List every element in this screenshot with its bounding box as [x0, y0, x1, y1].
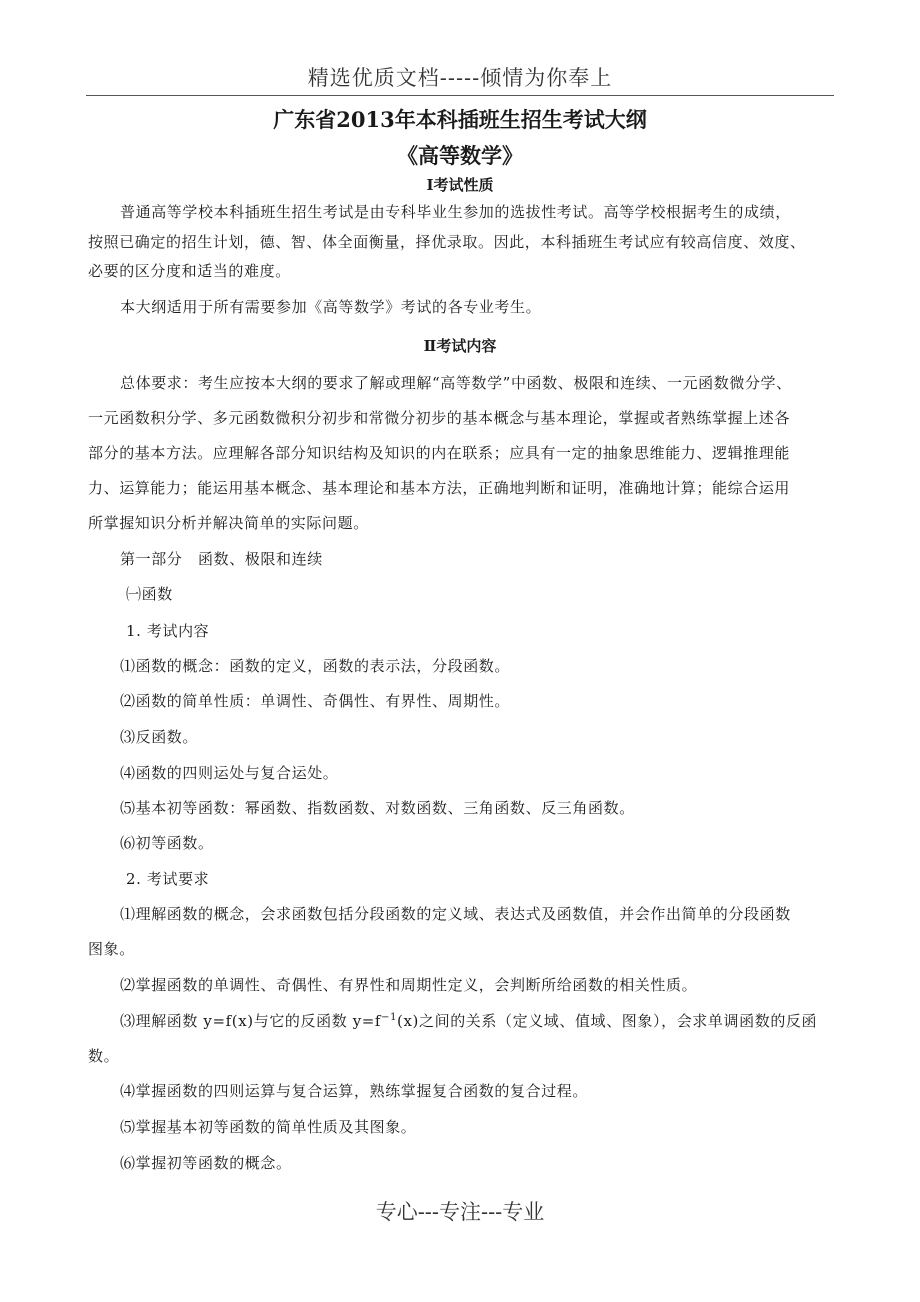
paragraph-line: 总体要求：考生应按本大纲的要求了解或理解“高等数学”中函数、极限和连续、一元函数微分学、: [120, 374, 792, 392]
paragraph-line: 本大纲适用于所有需要参加《高等数学》考试的各专业考生。: [120, 298, 542, 316]
document-subtitle: 《高等数学》: [397, 143, 523, 168]
section-heading-nature: Ⅰ考试性质: [426, 176, 494, 194]
list-item: ⑴理解函数的概念，会求函数包括分段函数的定义域、表达式及函数值，并会作出简单的分段函数: [120, 905, 791, 923]
content-heading: 1. 考试内容: [126, 622, 210, 640]
document-title: 广东省2013年本科插班生招生考试大纲: [273, 107, 647, 132]
paragraph-line: 普通高等学校本科插班生招生考试是由专科毕业生参加的选拔性考试。高等学校根据考生的成绩，: [120, 203, 791, 221]
list-item: ⑸掌握基本初等函数的简单性质及其图象。: [120, 1118, 417, 1136]
paragraph-line: 所掌握知识分析并解决简单的实际问题。: [88, 514, 369, 532]
list-item: ⑹掌握初等函数的概念。: [120, 1154, 292, 1172]
page-footer: 专心---专注---专业: [375, 1200, 545, 1224]
paragraph-line: 一元函数积分学、多元函数微积分初步和常微分初步的基本概念与基本理论，掌握或者熟练掌握上述各: [88, 409, 791, 427]
paragraph-line: 必要的区分度和适当的难度。: [88, 262, 291, 280]
inverse-superscript: −1: [381, 1012, 398, 1023]
requirements-heading: 2. 考试要求: [126, 870, 210, 888]
list-item-continuation: 数。: [88, 1047, 120, 1065]
formula-text-rest: (x)之间的关系（定义域、值域、图象），会求单调函数的反函: [397, 1012, 818, 1030]
formula-text: ⑶理解函数 y=f(x)与它的反函数 y=f: [120, 1012, 382, 1030]
list-item: [120, 1010, 832, 1031]
header-rule: [86, 95, 834, 96]
list-item: ⑴函数的概念：函数的定义，函数的表示法，分段函数。: [120, 657, 511, 675]
page-header: 精选优质文档-----倾情为你奉上: [307, 66, 613, 90]
list-item: ⑶反函数。: [120, 728, 199, 746]
part-heading: 第一部分 函数、极限和连续: [120, 550, 323, 568]
list-item: ⑵掌握函数的单调性、奇偶性、有界性和周期性定义，会判断所给函数的相关性质。: [120, 976, 698, 994]
list-item: ⑵函数的简单性质：单调性、奇偶性、有界性、周期性。: [120, 692, 511, 710]
paragraph-line: 部分的基本方法。应理解各部分知识结构及知识的内在联系；应具有一定的抽象思维能力、逻辑推理能: [88, 444, 791, 462]
paragraph-line: 力、运算能力；能运用基本概念、基本理论和基本方法，正确地判断和证明，准确地计算；能综合运用: [88, 479, 791, 497]
paragraph-line: 按照已确定的招生计划，德、智、体全面衡量，择优录取。因此，本科插班生考试应有较高信度、效度、: [88, 233, 806, 251]
section-heading-content: Ⅱ考试内容: [423, 337, 497, 355]
list-item: ⑸基本初等函数：幂函数、指数函数、对数函数、三角函数、反三角函数。: [120, 799, 635, 817]
list-item: ⑹初等函数。: [120, 834, 214, 852]
list-item: ⑷函数的四则运处与复合运处。: [120, 764, 339, 782]
list-item: ⑷掌握函数的四则运算与复合运算，熟练掌握复合函数的复合过程。: [120, 1082, 589, 1100]
subsection-heading: ㈠函数: [126, 585, 173, 603]
list-item-continuation: 图象。: [88, 940, 135, 958]
